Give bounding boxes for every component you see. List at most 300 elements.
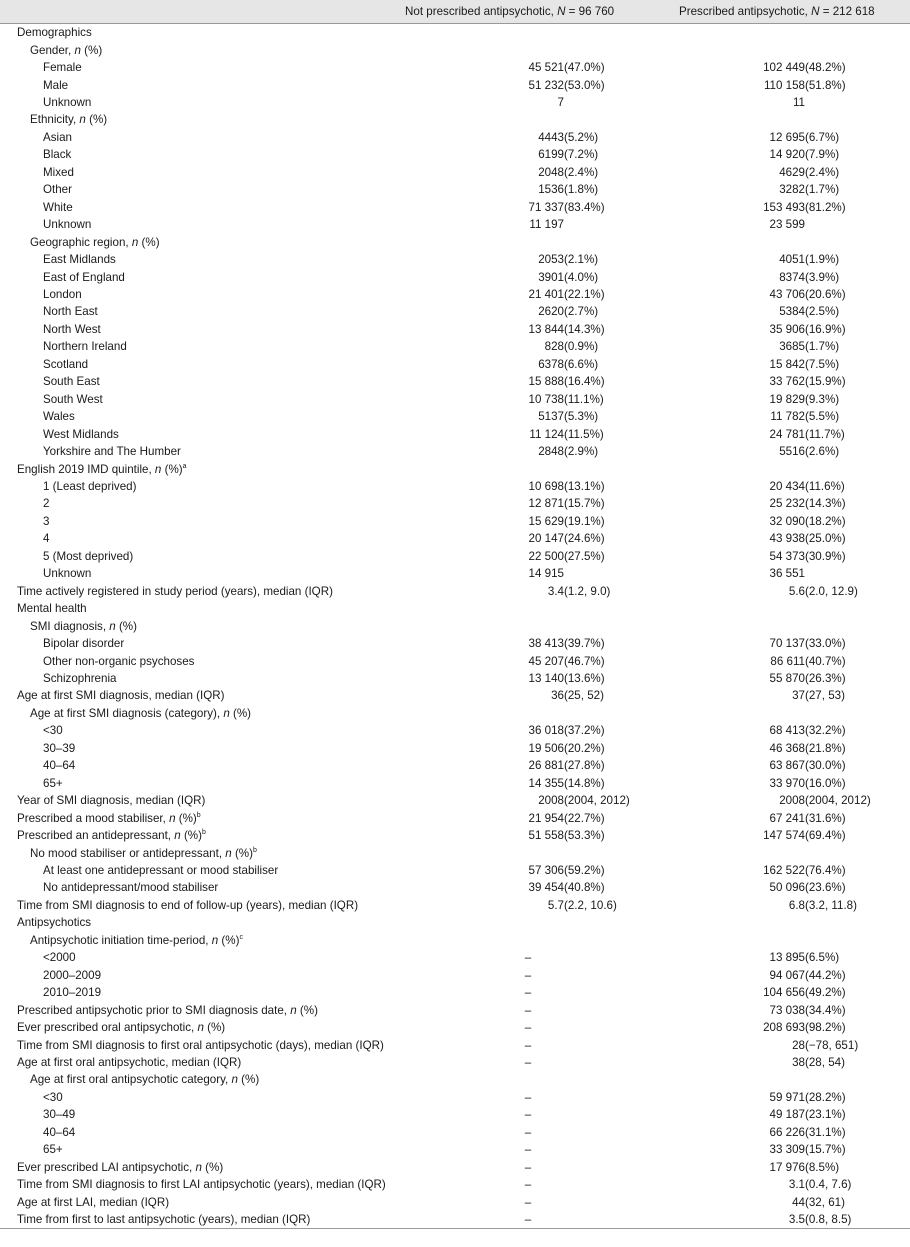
table-row (0, 548, 910, 565)
row-label: Antipsychotic initiation time-period, n (%)$^c$ (30, 933, 243, 947)
value-detail: (98.2%) (805, 1021, 846, 1035)
cell-not-prescribed (392, 338, 668, 355)
value-dash: – (524, 1108, 532, 1122)
value-detail: (9.3%) (805, 392, 840, 406)
row-label: Bipolar disorder (43, 637, 125, 651)
value-detail: (0.4, 7.6) (805, 1178, 852, 1192)
table-row (0, 1124, 910, 1141)
cell-not-prescribed (392, 24, 668, 42)
cell-not-prescribed (392, 1211, 668, 1229)
value-count: 32 090 (769, 514, 805, 528)
cell-prescribed (668, 932, 910, 949)
value-detail: (15.9%) (805, 375, 846, 389)
value-detail: (1.2, 9.0) (564, 584, 611, 598)
value-detail: (28, 54) (805, 1055, 845, 1069)
row-label: 1 (Least deprived) (43, 480, 137, 493)
row-label: Unknown (43, 567, 92, 581)
cell-prescribed (668, 233, 910, 250)
cell-not-prescribed (392, 705, 668, 722)
cell-not-prescribed (392, 391, 668, 408)
table-row (0, 164, 910, 181)
value-count: 94 067 (769, 968, 805, 982)
value-count: 102 449 (763, 61, 805, 75)
table-row (0, 181, 910, 198)
row-label: English 2019 IMD quintile, n (%)$^a$ (17, 462, 187, 476)
cell-not-prescribed (392, 146, 668, 163)
cell-not-prescribed (392, 286, 668, 303)
value-detail: (30.9%) (805, 549, 846, 563)
cell-prescribed (668, 565, 910, 582)
value-detail: (19.1%) (564, 514, 605, 528)
cell-not-prescribed (392, 600, 668, 617)
row-label: Unknown (43, 218, 92, 232)
value-detail: (32, 61) (805, 1195, 845, 1209)
cell-prescribed (668, 1036, 910, 1053)
value-detail: (59.2%) (564, 863, 605, 877)
value-detail: (3.2, 11.8) (805, 898, 857, 912)
value-count: 71 337 (528, 200, 564, 214)
row-label: Other non-organic psychoses (43, 654, 195, 668)
cell-not-prescribed (392, 216, 668, 233)
value-detail: (2.0, 12.9) (805, 584, 858, 598)
cell-prescribed (668, 146, 910, 163)
table-row (0, 1036, 910, 1053)
table-row (0, 1193, 910, 1210)
value-detail: (2.1%) (564, 253, 599, 267)
cell-not-prescribed (392, 303, 668, 320)
table-row (0, 1106, 910, 1123)
table-row (0, 513, 910, 530)
row-label: 65+ (43, 1143, 63, 1157)
value-detail: (34.4%) (805, 1003, 846, 1017)
value-count: 13 895 (769, 951, 805, 965)
cell-prescribed (668, 740, 910, 757)
cell-not-prescribed (392, 129, 668, 146)
row-label: Other (43, 183, 72, 197)
value-detail: (7.9%) (805, 148, 840, 162)
row-label: Age at first oral antipsychotic category, n (%) (30, 1073, 260, 1087)
value-count: 68 413 (769, 724, 805, 738)
value-count: 57 306 (528, 863, 564, 877)
header-label-cell (0, 0, 392, 24)
cell-not-prescribed (392, 1176, 668, 1193)
value-detail: (27, 53) (805, 689, 845, 703)
value-detail: (37.2%) (564, 724, 605, 738)
row-label: London (43, 288, 82, 302)
cell-not-prescribed (392, 425, 668, 442)
cell-prescribed (668, 216, 910, 233)
row-label: Asian (43, 130, 73, 144)
table-row (0, 286, 910, 303)
value-count: 51 558 (528, 829, 564, 843)
value-count: 43 938 (769, 532, 805, 546)
table-row (0, 478, 910, 495)
value-detail: (51.8%) (805, 78, 846, 92)
value-detail: (15.7%) (805, 1143, 846, 1157)
value-count: 19 829 (769, 392, 805, 406)
cell-prescribed (668, 251, 910, 268)
row-label: Schizophrenia (43, 671, 117, 685)
cell-prescribed (668, 600, 910, 617)
value-count: 828 (544, 340, 564, 354)
cell-not-prescribed (392, 565, 668, 582)
value-count: 10 738 (528, 392, 564, 406)
table-row (0, 94, 910, 111)
table-row (0, 356, 910, 373)
table-row (0, 1019, 910, 1036)
value-detail: (8.5%) (805, 1160, 840, 1174)
value-count: 153 493 (763, 200, 805, 214)
row-label: Age at first SMI diagnosis (category), n (%) (30, 706, 252, 720)
cell-not-prescribed (392, 495, 668, 512)
value-detail: (33.0%) (805, 637, 846, 651)
value-detail: (21.8%) (805, 741, 846, 755)
row-label: 40–64 (43, 759, 76, 773)
cell-prescribed (668, 24, 910, 42)
value-detail: (11.5%) (564, 427, 604, 441)
table-row (0, 1176, 910, 1193)
value-detail: (16.4%) (564, 375, 605, 389)
cell-not-prescribed (392, 932, 668, 949)
value-detail: (0.8, 8.5) (805, 1213, 852, 1227)
header-not-prescribed: Not prescribed antipsychotic, N = 96 760 (392, 0, 668, 24)
cell-prescribed (668, 478, 910, 495)
value-count: 45 521 (528, 61, 564, 75)
value-count: 67 241 (769, 811, 805, 825)
table-row (0, 1089, 910, 1106)
row-label: East of England (43, 270, 125, 284)
cell-not-prescribed (392, 809, 668, 826)
row-label: 2010–2019 (43, 986, 102, 1000)
value-detail: (2004, 2012) (564, 794, 630, 808)
cell-prescribed (668, 443, 910, 460)
cell-prescribed (668, 617, 910, 634)
cell-not-prescribed (392, 1071, 668, 1088)
cell-prescribed (668, 460, 910, 477)
row-label: Time from SMI diagnosis to end of follow-up (years), median (IQR) (17, 898, 359, 912)
value-count: 33 970 (769, 776, 805, 790)
table-row (0, 129, 910, 146)
row-label: South East (43, 375, 100, 389)
table-row (0, 59, 910, 76)
value-detail: (31.6%) (805, 811, 846, 825)
cell-not-prescribed (392, 966, 668, 983)
cell-prescribed (668, 530, 910, 547)
value-count: 33 309 (769, 1143, 805, 1157)
value-detail: (53.3%) (564, 829, 605, 843)
table-row (0, 1071, 910, 1088)
row-label: Prescribed a mood stabiliser, n (%)$^b$ (17, 811, 201, 825)
value-count: 25 232 (769, 497, 805, 511)
value-count: 86 611 (770, 654, 805, 668)
table-row (0, 774, 910, 791)
cell-prescribed (668, 1019, 910, 1036)
cell-not-prescribed (392, 1158, 668, 1175)
row-label: Gender, n (%) (30, 43, 103, 57)
table-row (0, 914, 910, 931)
row-label: Prescribed an antidepressant, n (%)$^b$ (17, 829, 206, 843)
table-row (0, 443, 910, 460)
cell-not-prescribed (392, 548, 668, 565)
row-label: Time from SMI diagnosis to first LAI antipsychotic (years), median (IQR) (17, 1178, 386, 1192)
value-count: 33 762 (769, 375, 805, 389)
cell-not-prescribed (392, 478, 668, 495)
table-row (0, 268, 910, 285)
value-count: 15 888 (528, 375, 564, 389)
row-label: No mood stabiliser or antidepressant, n (%)$^b$ (30, 846, 257, 860)
row-label: Time from first to last antipsychotic (years), median (IQR) (0, 1211, 392, 1229)
cell-not-prescribed (392, 1141, 668, 1158)
value-dash: – (524, 1125, 532, 1139)
value-count: 4443 (538, 130, 564, 144)
value-detail: (1.7%) (805, 340, 840, 354)
value-detail: (28.2%) (805, 1090, 846, 1104)
row-label: Scotland (43, 357, 89, 371)
row-label: 4 (43, 532, 50, 546)
cell-not-prescribed (392, 321, 668, 338)
table-row (0, 1141, 910, 1158)
row-label: West Midlands (43, 427, 119, 441)
value-detail: (46.7%) (564, 654, 605, 668)
value-detail: (48.2%) (805, 61, 846, 75)
value-count: 3.5 (788, 1213, 805, 1227)
value-detail: (20.2%) (564, 741, 605, 755)
value-dash: – (524, 1143, 532, 1157)
cell-not-prescribed (392, 251, 668, 268)
table-row (0, 792, 910, 809)
value-detail: (2004, 2012) (805, 794, 871, 808)
value-count: 46 368 (769, 741, 805, 755)
table-row (0, 757, 910, 774)
value-detail: (32.2%) (805, 724, 846, 738)
table-row (0, 76, 910, 93)
cell-not-prescribed (392, 1106, 668, 1123)
cell-prescribed (668, 879, 910, 896)
cell-prescribed (668, 41, 910, 58)
row-label: Prescribed antipsychotic prior to SMI diagnosis date, n (%) (17, 1003, 318, 1017)
value-detail: (25.0%) (805, 532, 846, 546)
header-prescribed: Prescribed antipsychotic, N = 212 618 (668, 0, 910, 24)
row-label: Antipsychotics (17, 916, 92, 930)
value-count: 15 842 (769, 357, 805, 371)
value-detail: (14.3%) (805, 497, 846, 511)
cell-prescribed (668, 1124, 910, 1141)
value-count: 43 706 (769, 288, 805, 302)
value-count: 7 (557, 96, 564, 110)
cell-not-prescribed (392, 268, 668, 285)
row-label: Geographic region, n (%) (30, 235, 160, 249)
table-row (0, 652, 910, 669)
table-row (0, 722, 910, 739)
value-detail: (11.1%) (564, 392, 604, 406)
value-count: 50 096 (769, 881, 805, 895)
cell-prescribed (668, 670, 910, 687)
value-detail: (1.9%) (805, 253, 840, 267)
table-row (0, 146, 910, 163)
value-detail: (81.2%) (805, 200, 846, 214)
value-count: 3.4 (547, 584, 564, 598)
table-row (0, 111, 910, 128)
value-detail: (31.1%) (805, 1125, 846, 1139)
table-row (0, 41, 910, 58)
cell-not-prescribed (392, 94, 668, 111)
table-row (0, 425, 910, 442)
row-label: Time actively registered in study period (years), median (IQR) (17, 584, 333, 598)
cell-not-prescribed (392, 443, 668, 460)
row-label: Yorkshire and The Humber (43, 445, 181, 459)
value-dash: – (524, 1003, 532, 1017)
value-count: 24 781 (769, 427, 805, 441)
cell-prescribed (668, 164, 910, 181)
value-count: 19 506 (528, 741, 564, 755)
cell-prescribed (668, 1054, 910, 1071)
value-count: 35 906 (769, 322, 805, 336)
value-detail: (47.0%) (564, 61, 605, 75)
value-detail: (40.7%) (805, 654, 846, 668)
cell-prescribed (668, 792, 910, 809)
value-detail: (69.4%) (805, 829, 846, 843)
row-label: <30 (43, 1090, 63, 1104)
cell-not-prescribed (392, 897, 668, 914)
value-detail: (2.9%) (564, 445, 599, 459)
cell-prescribed (668, 199, 910, 216)
value-detail: (18.2%) (805, 514, 846, 528)
cell-not-prescribed (392, 1124, 668, 1141)
cell-not-prescribed (392, 1193, 668, 1210)
value-count: 5137 (538, 410, 564, 424)
table-row (0, 583, 910, 600)
cell-prescribed (668, 181, 910, 198)
value-detail: (11.7%) (805, 427, 845, 441)
table-row (0, 251, 910, 268)
table-row (0, 1001, 910, 1018)
value-detail: (49.2%) (805, 986, 846, 1000)
cell-not-prescribed (392, 199, 668, 216)
value-detail: (16.0%) (805, 776, 846, 790)
row-label: Male (43, 78, 69, 92)
cell-prescribed (668, 548, 910, 565)
cell-prescribed (668, 1176, 910, 1193)
table-row (0, 827, 910, 844)
row-label: Age at first oral antipsychotic, median (IQR) (17, 1055, 242, 1069)
value-count: 15 629 (528, 514, 564, 528)
value-detail: (7.5%) (805, 357, 840, 371)
cell-not-prescribed (392, 740, 668, 757)
value-count: 14 355 (528, 776, 564, 790)
table-row (0, 408, 910, 425)
value-detail: (5.5%) (805, 410, 840, 424)
value-detail: (3.9%) (805, 270, 840, 284)
value-detail: (0.9%) (564, 340, 599, 354)
cell-not-prescribed (392, 530, 668, 547)
row-label: Age at first SMI diagnosis, median (IQR) (17, 689, 225, 703)
row-label: Demographics (17, 26, 92, 40)
cell-prescribed (668, 774, 910, 791)
cell-prescribed (668, 513, 910, 530)
value-detail: (23.1%) (805, 1108, 846, 1122)
cell-not-prescribed (392, 984, 668, 1001)
cell-prescribed (668, 1106, 910, 1123)
cell-prescribed (668, 687, 910, 704)
value-detail: (13.6%) (564, 671, 605, 685)
value-count: 14 915 (528, 567, 564, 581)
cell-prescribed (668, 966, 910, 983)
row-label: North East (43, 305, 98, 319)
value-count: 55 870 (769, 671, 805, 685)
cell-prescribed (668, 1001, 910, 1018)
cell-prescribed (668, 722, 910, 739)
value-count: 3282 (779, 183, 805, 197)
value-count: 36 018 (528, 724, 564, 738)
value-count: 2620 (538, 305, 564, 319)
value-dash: – (524, 1160, 532, 1174)
row-label: Mixed (43, 165, 74, 179)
value-detail: (1.8%) (564, 183, 599, 197)
value-detail: (2.2, 10.6) (564, 898, 617, 912)
cell-not-prescribed (392, 722, 668, 739)
table-row (0, 949, 910, 966)
value-detail: (40.8%) (564, 881, 605, 895)
row-label: <2000 (43, 951, 76, 965)
cell-not-prescribed (392, 513, 668, 530)
value-detail: (7.2%) (564, 148, 599, 162)
value-count: 51 232 (528, 78, 564, 92)
value-count: 6378 (538, 357, 564, 371)
value-detail: (15.7%) (564, 497, 605, 511)
cell-prescribed (668, 984, 910, 1001)
cell-not-prescribed (392, 233, 668, 250)
value-count: 38 (792, 1055, 805, 1069)
cell-prescribed (668, 897, 910, 914)
value-count: 5516 (779, 445, 805, 459)
cell-prescribed (668, 391, 910, 408)
cell-not-prescribed (392, 617, 668, 634)
value-count: 5384 (779, 305, 805, 319)
cell-prescribed (668, 1211, 910, 1229)
value-count: 12 871 (528, 497, 564, 511)
table-row (0, 1054, 910, 1071)
value-detail: (11.6%) (805, 480, 845, 493)
row-label: Ever prescribed oral antipsychotic, n (%) (17, 1021, 226, 1035)
value-detail: (1.7%) (805, 183, 840, 197)
value-count: 3.1 (788, 1178, 805, 1192)
table-row (0, 565, 910, 582)
cell-not-prescribed (392, 862, 668, 879)
value-count: 11 782 (770, 410, 805, 424)
table-row (0, 321, 910, 338)
row-label: White (43, 200, 73, 214)
value-count: 59 971 (769, 1090, 805, 1104)
cell-not-prescribed (392, 1089, 668, 1106)
table-row (0, 303, 910, 320)
value-detail: (39.7%) (564, 637, 605, 651)
row-label: Black (43, 148, 72, 162)
value-count: 20 147 (528, 532, 564, 546)
cell-prescribed (668, 652, 910, 669)
value-count: 6199 (538, 148, 564, 162)
value-count: 14 920 (769, 148, 805, 162)
table-row (0, 844, 910, 861)
cell-not-prescribed (392, 652, 668, 669)
cell-prescribed (668, 1141, 910, 1158)
value-dash: – (524, 1195, 532, 1209)
cell-not-prescribed (392, 914, 668, 931)
value-count: 5.6 (788, 584, 805, 598)
cell-not-prescribed (392, 181, 668, 198)
cell-not-prescribed (392, 59, 668, 76)
cell-prescribed (668, 495, 910, 512)
cell-prescribed (668, 59, 910, 76)
